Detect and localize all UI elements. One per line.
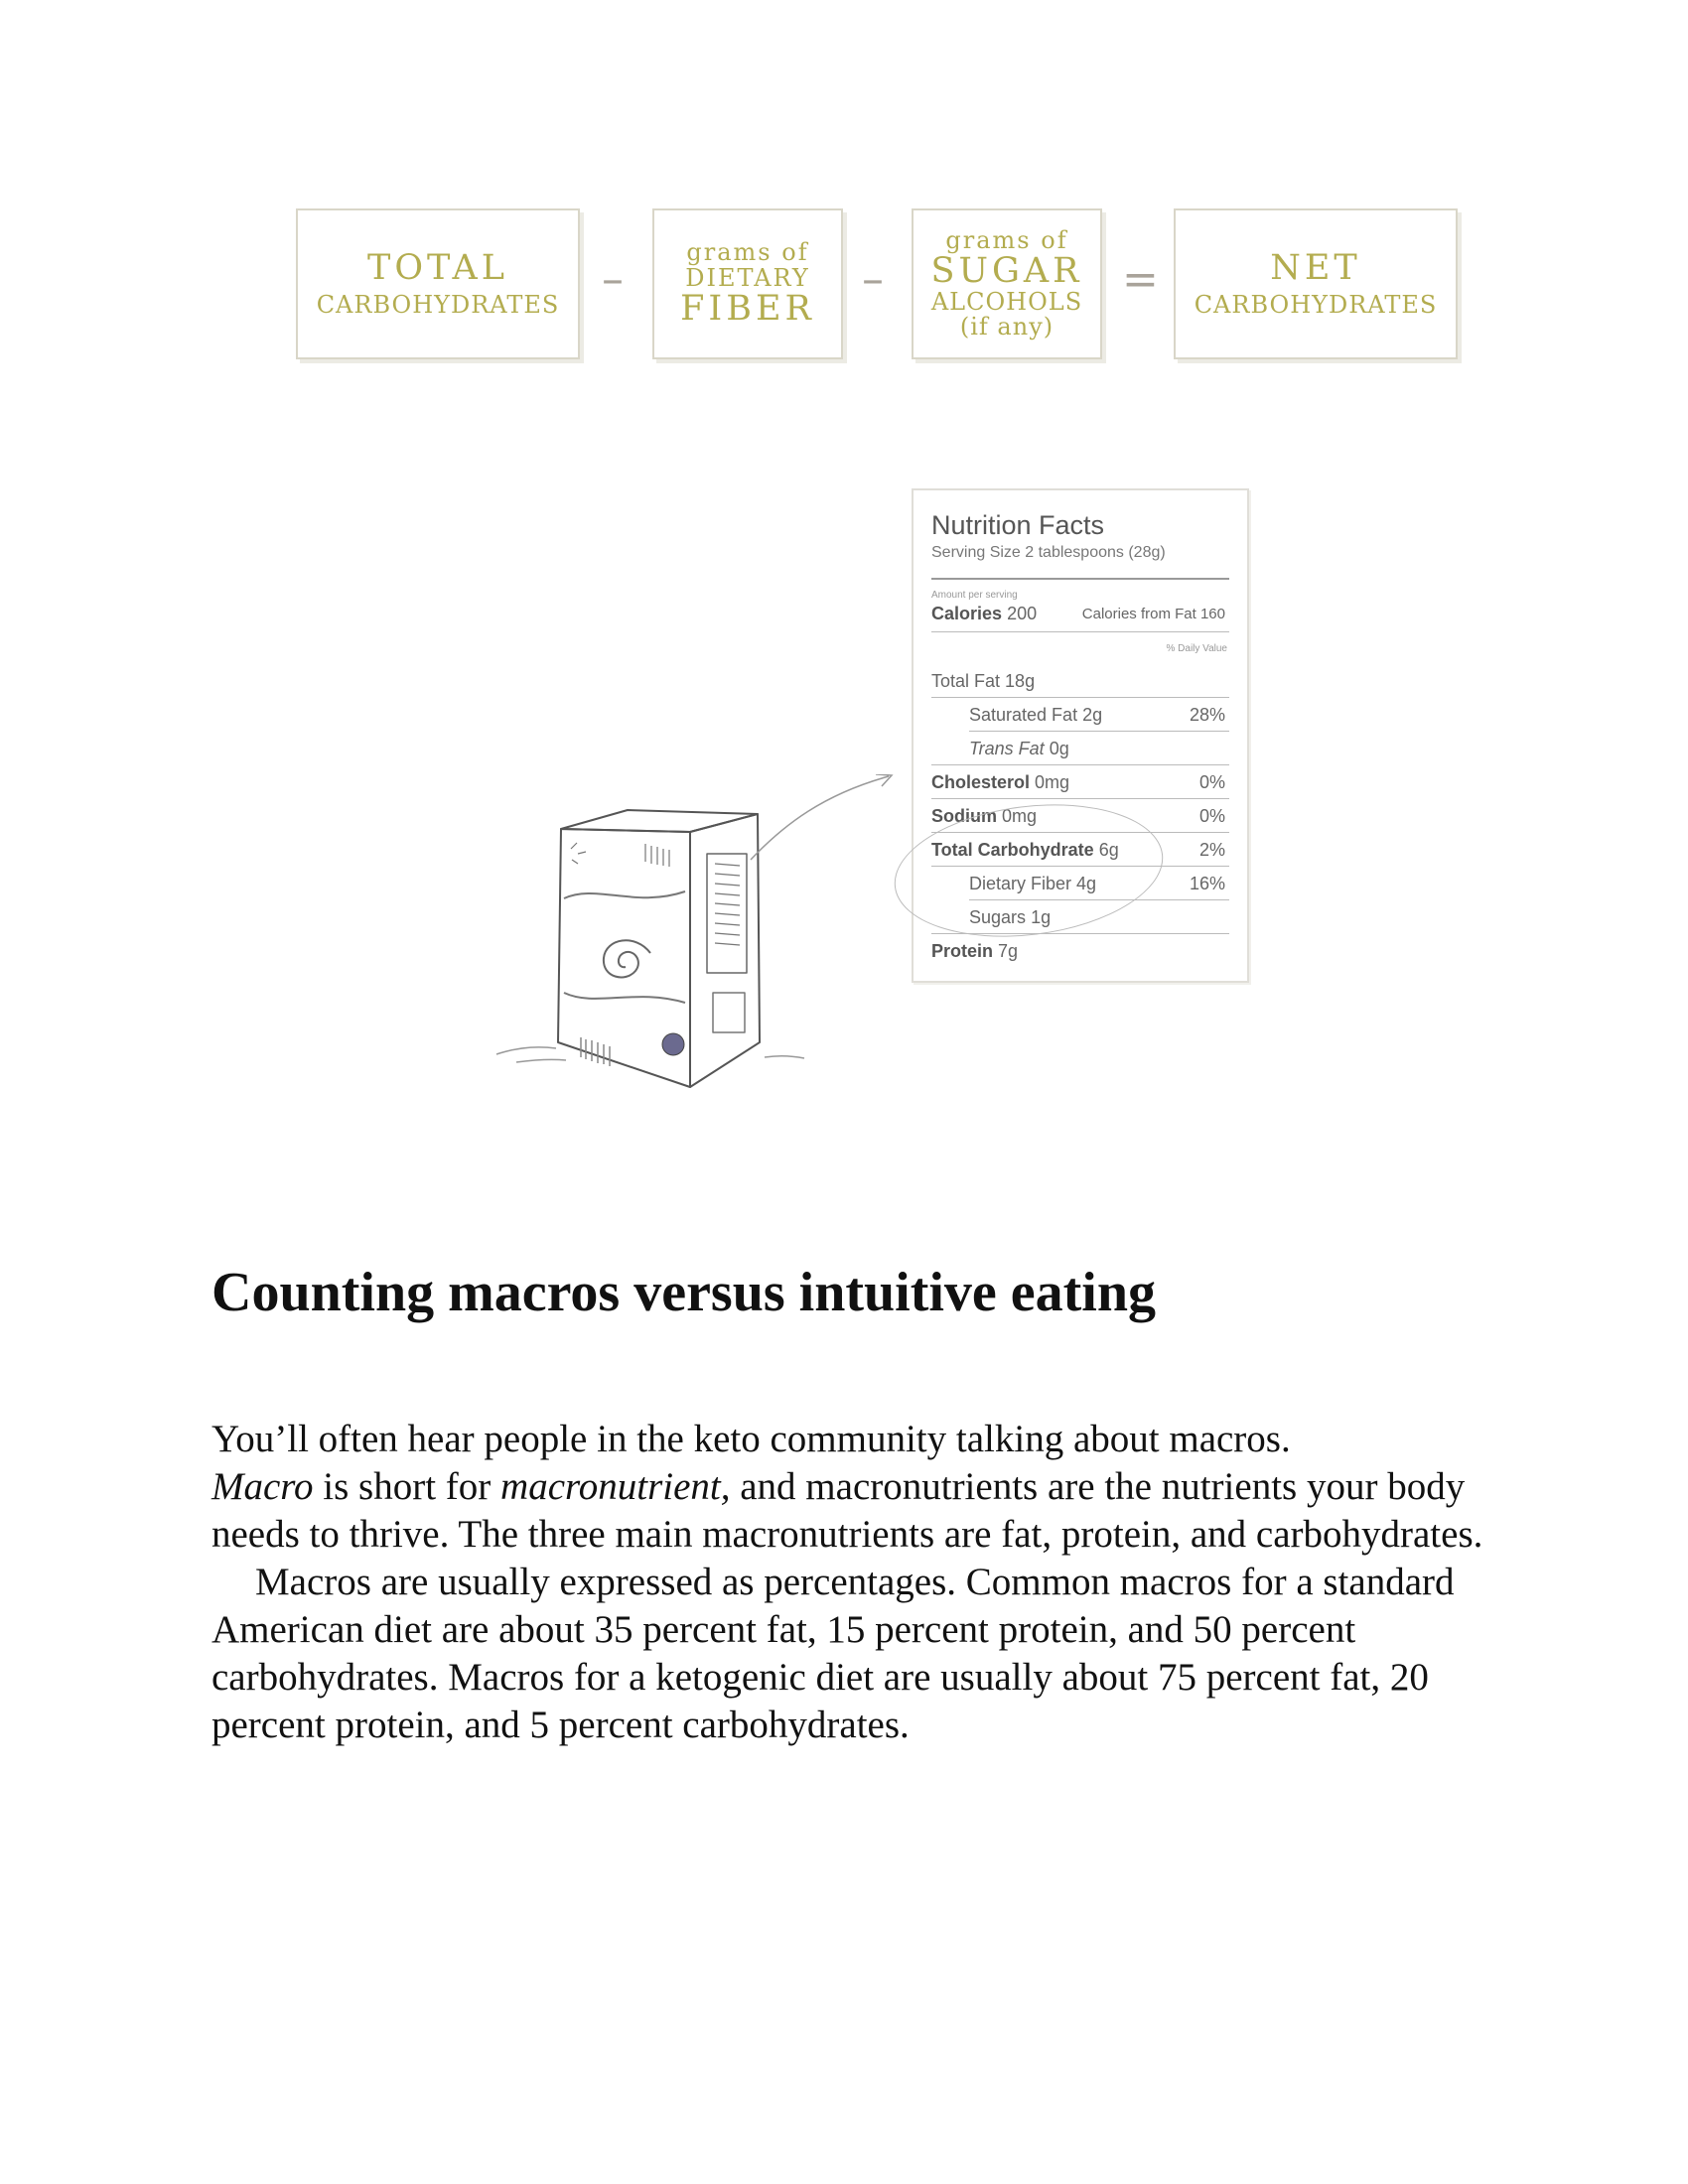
calories-row [931, 604, 1229, 624]
paragraph-1-part1: You’ll often hear people in the keto community talking about macros. [211, 1418, 1291, 1460]
nutrient-value: 0mg [1002, 806, 1038, 826]
nutrition-facts-label [912, 488, 1249, 983]
equation-box-sugar-line3: ALCOHOLS [930, 287, 1083, 316]
equation-box-sugar-alcohols [912, 208, 1102, 359]
nutrient-percent: 2% [1198, 840, 1225, 860]
nutrient-value: 6g [1098, 840, 1119, 860]
body-text [211, 1416, 1502, 1749]
equation-box-sugar-line4: (if any) [959, 312, 1055, 341]
minus-operator-2: – [862, 254, 884, 305]
nutrient-percent: 28% [1189, 705, 1225, 725]
nutrient-label: Saturated Fat [969, 705, 1078, 725]
divider [931, 578, 1229, 580]
nutrition-facts-title: Nutrition Facts [931, 510, 1105, 540]
equation-box-sugar-line1: grams of [945, 225, 1068, 254]
paragraph-1-part3: and macronutrients are the nutrients your body needs to thrive. The three main macronutrients are fat, protein, and carbohydrates. [211, 1465, 1483, 1556]
nutrient-label: Dietary Fiber [969, 874, 1072, 893]
nutrition-row-saturated-fat [969, 705, 1229, 726]
paragraph-1 [211, 1416, 1502, 1559]
nutrient-value: 0g [1049, 739, 1069, 758]
nutrition-serving-size: Serving Size 2 tablespoons (28g) [931, 544, 1166, 561]
divider [931, 798, 1229, 799]
equation-box-fiber-line2: DIETARY [685, 263, 810, 292]
paragraph-1-italic2: macronutrient, [500, 1465, 731, 1508]
nutrient-percent: 0% [1198, 806, 1225, 826]
nutrition-row-total-fat [931, 671, 1229, 692]
nutrient-label: Total Fat [931, 671, 1001, 691]
nutrient-label: Sodium [931, 806, 997, 826]
equation-box-total-line1: TOTAL [367, 248, 508, 289]
daily-value-header: % Daily Value [1166, 643, 1227, 654]
equation-box-fiber-line1: grams of [686, 238, 809, 267]
nutrient-percent: 16% [1189, 874, 1225, 893]
nutrient-value: 1g [1031, 907, 1052, 927]
divider [931, 764, 1229, 765]
nutrient-label: Cholesterol [931, 772, 1031, 792]
equation-box-net-line2: CARBOHYDRATES [1194, 290, 1438, 319]
equation-box-net-carbohydrates [1174, 208, 1458, 359]
calories-from-fat: Calories from Fat 160 [1081, 606, 1225, 622]
amount-per-serving: Amount per serving [931, 590, 1018, 601]
equation-box-net-line1: NET [1270, 248, 1361, 289]
equation-box-sugar-line2: SUGAR [930, 251, 1083, 292]
divider [931, 697, 1229, 698]
section-heading: Counting macros versus intuitive eating [211, 1262, 1156, 1323]
nutrient-percent: 0% [1198, 772, 1225, 792]
nutrient-label: Sugars [969, 907, 1027, 927]
nutrient-value: 7g [998, 941, 1019, 961]
calories-value: 200 [1007, 604, 1038, 623]
nutrient-value: 0mg [1035, 772, 1070, 792]
nutrition-row-protein [931, 941, 1229, 962]
divider [969, 731, 1229, 732]
nutrient-label: Protein [931, 941, 994, 961]
nutrient-value: 2g [1082, 705, 1103, 725]
paragraph-1-part2: is short for [313, 1465, 501, 1508]
nutrition-row-trans-fat [969, 739, 1229, 759]
paragraph-1-italic1: Macro [211, 1465, 314, 1508]
nutrient-label: Trans Fat [969, 739, 1045, 758]
paragraph-2: Macros are usually expressed as percentages. Common macros for a standard American diet are about 35 percent fat, 15 percent protein, and 50 percent carbohydrates. Macros for a ketogenic diet are usually about 75 percent fat, 20 percent protein, and 5 percent carbohydrates. [211, 1561, 1455, 1746]
minus-operator-1: – [602, 254, 624, 305]
nutrient-label: Total Carbohydrate [931, 840, 1094, 860]
divider [931, 631, 1229, 632]
nutrient-value: 18g [1005, 671, 1036, 691]
equation-box-total-line2: CARBOHYDRATES [316, 290, 560, 319]
equation-box-fiber-line3: FIBER [680, 288, 815, 329]
food-box-illustration [487, 774, 914, 1092]
equation-box-dietary-fiber [652, 208, 843, 359]
nutrition-row-cholesterol [931, 772, 1229, 793]
equation-box-total-carbohydrates [296, 208, 580, 359]
nutrient-value: 4g [1076, 874, 1097, 893]
calories-label: Calories [931, 604, 1003, 623]
equals-operator: = [1122, 254, 1159, 305]
